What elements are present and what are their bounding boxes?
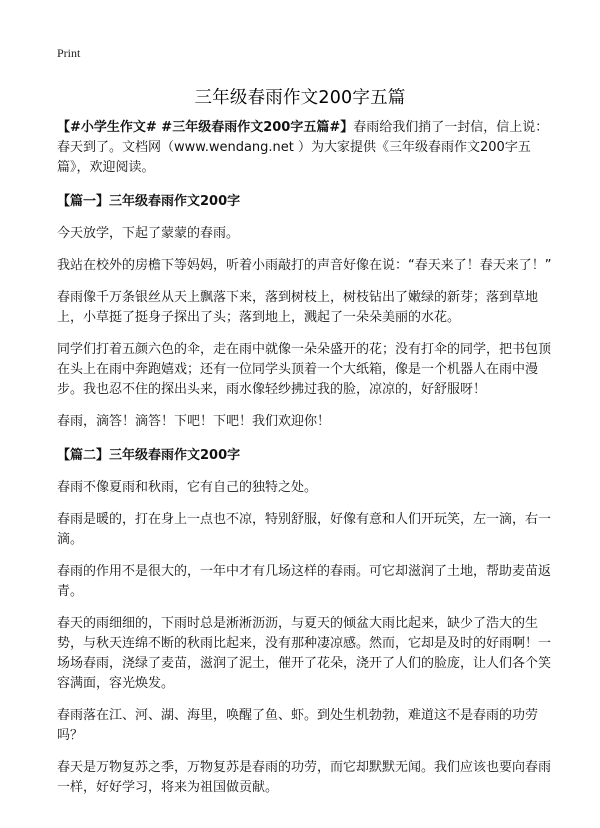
section-1-paragraph-1: 今天放学，下起了蒙蒙的春雨。	[57, 226, 240, 241]
section-2-paragraph-3: 春雨的作用不是很大的，一年中才有几场这样的春雨。可它却滋润了土地，帮助麦苗返青。	[57, 564, 552, 599]
section-2-paragraph-6: 春天是万物复苏之季，万物复苏是春雨的功劳，而它却默默无闻。我们应该也要向春雨一样，好好学习，将来为祖国做贡献。	[57, 760, 552, 795]
intro-tags: 【#小学生作文# #三年级春雨作文200字五篇#】	[57, 120, 354, 135]
section-2-paragraph-1: 春雨不像夏雨和秋雨，它有自己的独特之处。	[57, 480, 318, 495]
section-1-paragraph-3: 春雨像千万条银丝从天上飘落下来，落到树枝上，树枝钻出了嫩绿的新芽；落到草地上，小草挺了挺身子探出了头；落到地上，溅起了一朵朵美丽的水花。	[57, 290, 539, 325]
document-body	[57, 118, 557, 810]
section-2-paragraph-2: 春雨是暖的，打在身上一点也不凉，特别舒服，好像有意和人们开玩笑，左一滴，右一滴。	[57, 512, 552, 547]
document-title: 三年级春雨作文200字五篇	[194, 88, 406, 108]
section-1-paragraph-4: 同学们打着五颜六色的伞，走在雨中就像一朵朵盛开的花；没有打伞的同学，把书包顶在头上在雨中奔跑嬉戏；还有一位同学头顶着一个大纸箱，像是一个机器人在雨中漫步。我也忍不住的探出头来，雨水像轻纱拂过我的脸，凉凉的，好舒服呀！	[57, 342, 552, 397]
section-1-paragraph-2: 我站在校外的房檐下等妈妈，听着小雨敲打的声音好像在说：“春天来了！春天来了！”	[57, 258, 552, 273]
section-heading-2: 【篇二】三年级春雨作文200字	[57, 448, 241, 463]
section-heading-1: 【篇一】三年级春雨作文200字	[57, 194, 241, 209]
intro-text: 春雨给我们捎了一封信，信上说：春天到了。文档网（www.wendang.net ）为大家提供《三年级春雨作文200字五篇》，欢迎阅读。	[57, 120, 549, 175]
section-1-paragraph-5: 春雨，滴答！滴答！下吧！下吧！我们欢迎你！	[57, 414, 331, 429]
section-2-paragraph-5: 春雨落在江、河、湖、海里，唤醒了鱼、虾。到处生机勃勃，难道这不是春雨的功劳吗？	[57, 708, 539, 743]
intro-paragraph	[57, 118, 557, 178]
print-label: Print	[57, 46, 81, 60]
section-2-paragraph-4: 春天的雨细细的，下雨时总是淅淅沥沥，与夏天的倾盆大雨比起来，缺少了浩大的生势，与秋天连绵不断的秋雨比起来，没有那种凄凉感。然而，它却是及时的好雨啊！一场场春雨，浇绿了麦苗，滋润了泥土，催开了花朵，浇开了人们的脸庞，让人们各个笑容满面，容光焕发。	[57, 616, 552, 691]
